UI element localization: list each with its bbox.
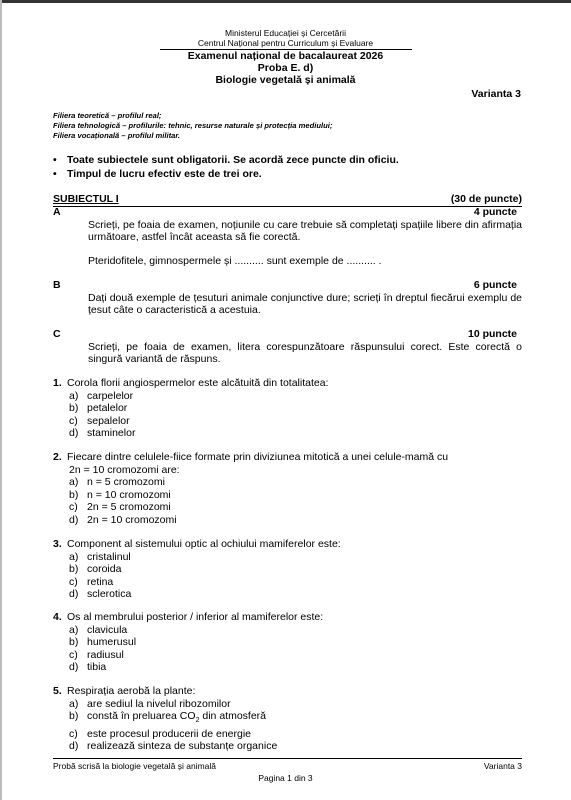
option-letter: b) bbox=[69, 402, 79, 414]
option-text: realizează sinteza de substanțe organice bbox=[87, 740, 278, 753]
answer-option bbox=[53, 649, 323, 662]
option-letter: b) bbox=[69, 636, 79, 648]
question-1 bbox=[53, 377, 328, 440]
page-number: Pagina 1 din 3 bbox=[258, 773, 313, 783]
exam-title: Examenul național de bacalaureat 2026 bbox=[187, 50, 384, 62]
footer-variant: Varianta 3 bbox=[483, 761, 522, 771]
answer-option bbox=[53, 501, 448, 514]
option-letter: c) bbox=[69, 501, 78, 513]
subiect-points: (30 de puncte) bbox=[450, 193, 522, 205]
section-b-letter: B bbox=[53, 279, 61, 291]
option-text: are sediul la nivelul ribozomilor bbox=[87, 697, 231, 710]
answer-option bbox=[53, 476, 448, 489]
answer-option bbox=[53, 563, 341, 576]
instruction-text: Toate subiectele sunt obligatorii. Se acordă zece puncte din oficiu. bbox=[67, 154, 399, 166]
question-text: Corola florii angiospermelor este alcătuită din totalitatea: bbox=[67, 377, 329, 389]
instruction-item bbox=[53, 154, 399, 166]
question-number: 1. bbox=[53, 377, 62, 389]
option-letter: d) bbox=[69, 740, 79, 753]
answer-option bbox=[53, 402, 328, 415]
answer-option bbox=[53, 489, 448, 502]
answer-option bbox=[53, 588, 341, 601]
option-text: 2n = 5 cromozomi bbox=[87, 501, 171, 513]
variant-label: Varianta 3 bbox=[471, 88, 521, 100]
answer-option bbox=[53, 576, 341, 589]
answer-option bbox=[53, 710, 277, 728]
subiect-underline bbox=[53, 206, 522, 207]
section-b-text: Dați două exemple de țesuturi animale conjunctive dure; scrieți în dreptul fiecărui exemplu de țesut câte o caracteristică a acestuia. bbox=[88, 292, 522, 317]
option-text: cristalinul bbox=[87, 550, 131, 563]
filiera-line: Filiera tehnologică – profilurile: tehnic, resurse naturale și protecția mediului; bbox=[53, 121, 333, 130]
question-number: 5. bbox=[53, 685, 62, 697]
option-letter: c) bbox=[69, 575, 78, 588]
option-letter: a) bbox=[69, 550, 79, 563]
question-stem bbox=[53, 538, 341, 551]
instruction-text: Timpul de lucru efectiv este de trei ore. bbox=[67, 168, 262, 180]
option-text: n = 5 cromozomi bbox=[87, 476, 165, 488]
center-name: Centrul Național pentru Curriculum și Evaluare bbox=[197, 38, 374, 48]
option-letter: a) bbox=[69, 476, 79, 488]
option-letter: a) bbox=[69, 389, 79, 402]
exam-subject: Biologie vegetală și animală bbox=[215, 74, 356, 86]
footer-divider bbox=[53, 758, 522, 759]
section-a-points: 4 puncte bbox=[473, 206, 517, 218]
question-5 bbox=[53, 685, 277, 753]
answer-option bbox=[53, 728, 277, 741]
answer-option bbox=[53, 551, 341, 564]
question-text: Respirația aerobă la plante: bbox=[67, 685, 196, 697]
option-letter: c) bbox=[69, 414, 78, 427]
option-text: coroida bbox=[87, 563, 122, 575]
option-text: sepalelor bbox=[87, 414, 130, 427]
option-text: staminelor bbox=[87, 427, 136, 439]
option-text: tibia bbox=[87, 661, 107, 673]
question-stem bbox=[53, 377, 328, 390]
option-letter: d) bbox=[69, 588, 79, 600]
question-text: Fiecare dintre celulele-fiice formate prin diviziunea mitotică a unei celule-mamă cu bbox=[67, 451, 449, 463]
answer-option bbox=[53, 740, 277, 753]
option-letter: d) bbox=[69, 661, 79, 673]
exam-proba: Proba E. d) bbox=[257, 62, 314, 74]
option-letter: d) bbox=[69, 427, 79, 439]
section-a-letter: A bbox=[53, 206, 61, 218]
option-letter: b) bbox=[69, 710, 79, 722]
filiera-line: Filiera teoretică – profilul real; bbox=[53, 111, 162, 120]
option-letter: a) bbox=[69, 623, 79, 636]
question-stem bbox=[53, 685, 277, 698]
left-border bbox=[0, 0, 2, 800]
option-text: este procesul producerii de energie bbox=[87, 727, 252, 740]
answer-option bbox=[53, 624, 323, 637]
subiect-title: SUBIECTUL I bbox=[53, 193, 119, 205]
footer-subject: Probă scrisă la biologie vegetală și animală bbox=[53, 761, 217, 771]
option-letter: d) bbox=[69, 513, 79, 526]
question-text: Os al membrului posterior / inferior al mamiferelor este: bbox=[67, 611, 324, 623]
answer-option bbox=[53, 390, 328, 403]
top-border bbox=[0, 0, 571, 3]
section-c-letter: C bbox=[53, 328, 61, 340]
answer-option bbox=[53, 415, 328, 428]
section-a-text: Scrieți, pe foaia de examen, noțiunile cu care trebuie să completați spațiile libere din afirmația următoare, astfel încât aceasta să fie corectă. bbox=[88, 219, 522, 244]
bullet-icon: • bbox=[53, 154, 57, 166]
option-text: retina bbox=[87, 575, 114, 588]
question-3 bbox=[53, 538, 341, 601]
option-letter: c) bbox=[69, 648, 78, 661]
option-text: humerusul bbox=[87, 636, 137, 648]
option-letter: b) bbox=[69, 563, 79, 575]
option-text: clavicula bbox=[87, 623, 128, 636]
option-text: constă în preluarea CO bbox=[87, 710, 196, 722]
question-4 bbox=[53, 611, 323, 674]
option-text: petalelor bbox=[87, 402, 128, 414]
answer-option bbox=[53, 636, 323, 649]
question-text: Component al sistemului optic al ochiului mamiferelor este: bbox=[67, 538, 341, 550]
question-number: 3. bbox=[53, 538, 62, 550]
option-letter: c) bbox=[69, 727, 78, 740]
ministry-name: Ministerul Educației și Cercetării bbox=[225, 28, 346, 38]
question-2 bbox=[53, 451, 448, 526]
question-stem bbox=[53, 611, 323, 624]
answer-option bbox=[53, 514, 448, 527]
option-text: sclerotica bbox=[87, 588, 132, 600]
answer-option bbox=[53, 661, 323, 674]
question-stem bbox=[53, 451, 448, 464]
option-text: radiusul bbox=[87, 648, 124, 661]
section-c-text: Scrieți, pe foaia de examen, litera corespunzătoare răspunsului corect. Este corectă o singură variantă de răspuns. bbox=[88, 341, 522, 366]
answer-option bbox=[53, 698, 277, 711]
option-text-after: din atmosferă bbox=[199, 710, 267, 722]
option-text: 2n = 10 cromozomi bbox=[87, 513, 177, 526]
answer-option bbox=[53, 427, 328, 440]
section-b-points: 6 puncte bbox=[473, 279, 517, 291]
question-number: 2. bbox=[53, 451, 62, 463]
question-number: 4. bbox=[53, 611, 62, 623]
question-text-continued: 2n = 10 cromozomi are: bbox=[69, 463, 180, 476]
section-a-statement: Pteridofitele, gimnospermele și .......... sunt exemple de .......... . bbox=[88, 255, 382, 267]
option-letter: b) bbox=[69, 488, 79, 501]
filiera-line: Filiera vocațională – profilul militar. bbox=[53, 131, 181, 140]
option-text: carpelelor bbox=[87, 389, 134, 402]
option-text: n = 10 cromozomi bbox=[87, 488, 171, 501]
bullet-icon: • bbox=[53, 168, 57, 180]
subscript: 2 bbox=[195, 717, 200, 725]
section-c-points: 10 puncte bbox=[467, 328, 517, 340]
instruction-item bbox=[53, 168, 262, 180]
option-letter: a) bbox=[69, 697, 79, 710]
